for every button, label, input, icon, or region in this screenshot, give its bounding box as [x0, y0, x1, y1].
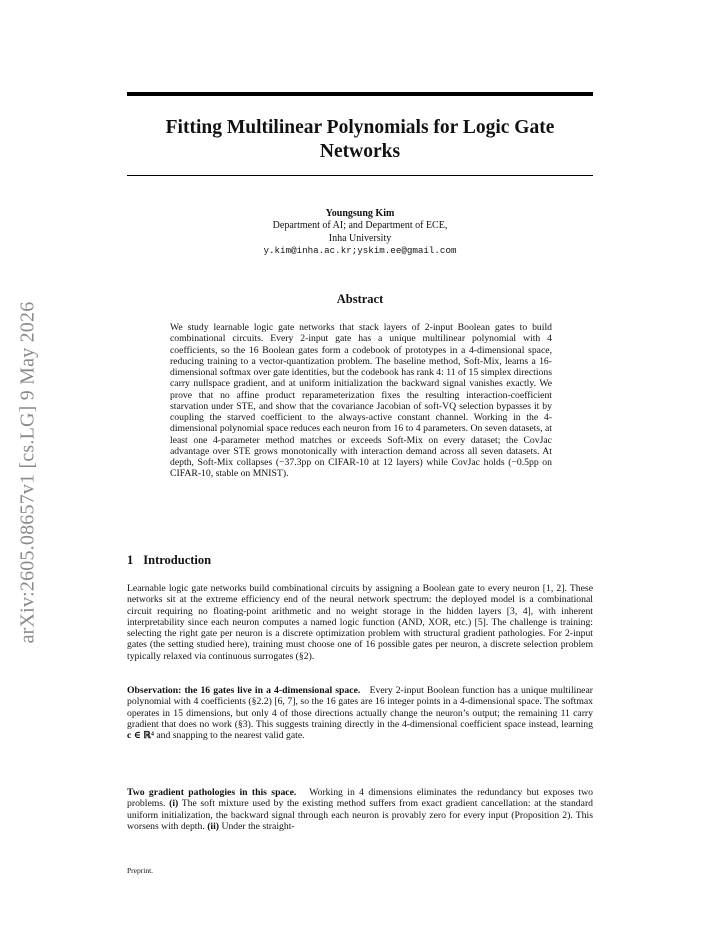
intro-paragraph-3	[127, 787, 593, 832]
author-affiliation-1: Department of AI; and Department of ECE,	[272, 220, 448, 232]
paragraph-3-text-c: Under the straight-	[221, 820, 295, 832]
paragraph-3-lead: Two gradient pathologies in this space.	[127, 787, 297, 798]
paragraph-3-text-a: Working in 4 dimensions eliminates the redundancy but exposes two problems.	[127, 787, 594, 810]
paragraph-2-text-b: and snapping to the nearest valid gate.	[156, 730, 305, 741]
title-bottom-rule	[127, 175, 593, 176]
title-top-rule	[127, 92, 593, 96]
arxiv-identifier-stamp	[6, 262, 50, 682]
abstract-heading: Abstract	[336, 292, 384, 306]
paragraph-3-mark-ii: (ii)	[207, 820, 220, 832]
paragraph-2-lead: Observation: the 16 gates live in a 4-dimensional space.	[127, 685, 361, 696]
author-block	[127, 208, 593, 258]
paper-title: Fitting Multilinear Polynomials for Logic Gate Networks	[165, 117, 555, 162]
section-heading-introduction	[127, 553, 593, 568]
paragraph-2-math: c ∈ ℝ⁴	[127, 730, 154, 741]
preprint-footer: Preprint.	[127, 866, 154, 875]
arxiv-id-text: arXiv:2605.08657v1 [cs.LG] 9 May 2026	[16, 301, 39, 643]
author-affiliation-2: Inha University	[328, 232, 392, 244]
intro-paragraph-1: Learnable logic gate networks build combinational circuits by assigning a Boolean gate to every neuron [1, 2]. These networks sit at the extreme efficiency end of the neural network spectrum: the deployed model is a combinational circuit requiring no floating-point arithmetic and no weight storage in the hidden layers [3, 4], with inherent interpretability since each neuron computes a named logic function (AND, XOR, etc.) [5]. The challenge is training: selecting the right gate per neuron is a discrete optimization problem with structural gradient pathologies. For 2-input gates (the setting studied here), training must choose one of 16 possible gates per neuron, a discrete selection problem typically relaxed via continuous surrogates (§2).	[127, 583, 593, 662]
section-title: Introduction	[143, 553, 212, 567]
paragraph-2-text-a: Every 2-input Boolean function has a unique multilinear polynomial with 4 coefficients (§2.2) [6, 7], so the 16 gates are 16 integer points in a 4-dimensional space. The softmax operates in 15 dimensions, but only 4 of those directions actually change the neuron’s output; the remaining 11 carry gradient that does no work (§3). This suggests training directly in the 4-dimensional coefficient space instead, learning	[127, 685, 593, 730]
author-email: y.kim@inha.ac.kr;yskim.ee@gmail.com	[263, 245, 457, 257]
intro-paragraph-2	[127, 685, 593, 741]
abstract-text: We study learnable logic gate networks that stack layers of 2-input Boolean gates to build combinational circuits. Every 2-input gate has a unique multilinear polynomial with 4 coefficients, so the 16 Boolean gates form a codebook of prototypes in a 4-dimensional space, reducing training to a vector-quantization problem. The baseline method, Soft-Mix, learns a 16-dimensional softmax over gate identities, but the codebook has rank 4: 11 of 15 simplex directions carry nullspace gradient, and at uniform initialization the backward signal vanishes exactly. We prove that no affine product reparameterization fixes the resulting interaction-coefficient starvation under STE, and show that the covariance Jacobian of soft-VQ selection bypasses it by coupling the starved coefficient to the always-active constant channel. Working in the 4-dimensional polynomial space reduces each neuron from 16 to 4 parameters. On seven datasets, at least one 4-parameter method matches or exceeds Soft-Mix on every dataset; the CovJac advantage over STE grows monotonically with interaction demand across all seven datasets. At depth, Soft-Mix collapses (−37.3pp on CIFAR-10 at 12 layers) while CovJac holds (−0.5pp on CIFAR-10, stable on MNIST).	[170, 322, 552, 480]
author-name: Youngsung Kim	[325, 208, 395, 219]
paragraph-3-mark-i: (i)	[169, 798, 179, 810]
section-number: 1	[127, 553, 134, 567]
paragraph-3-text-b: The soft mixture used by the existing method suffers from exact gradient cancellation: at the standard uniform initialization, the backward signal through each neuron is provably zero for every input (Proposition 2). This worsens with depth.	[127, 798, 594, 832]
